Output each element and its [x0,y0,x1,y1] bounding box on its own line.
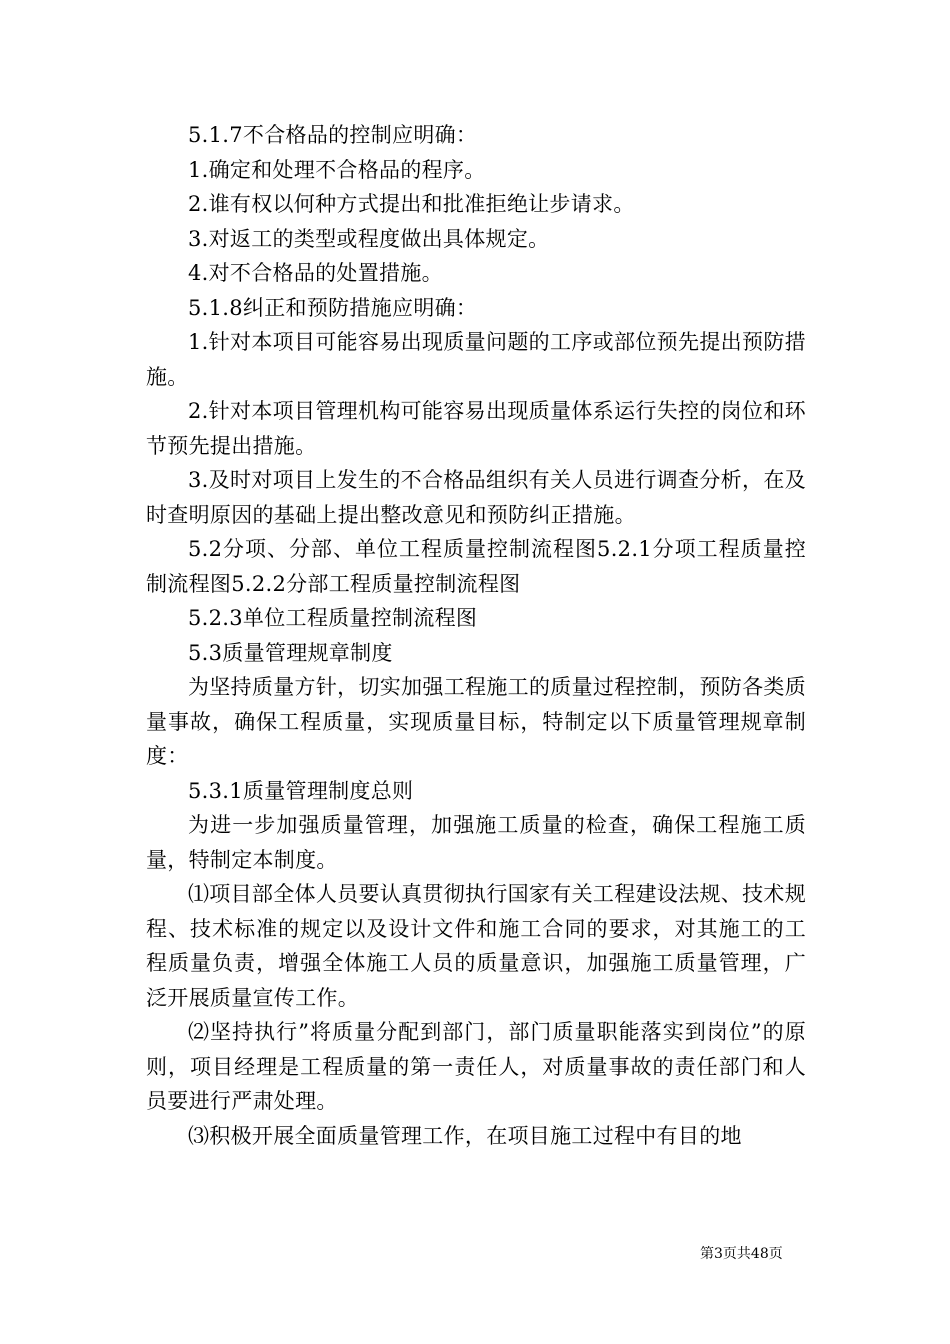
paragraph: 3.及时对项目上发生的不合格品组织有关人员进行调查分析，在及时查明原因的基础上提出整改意见和预防纠正措施。 [146,468,806,527]
paragraph: 4.对不合格品的处置措施。 [188,261,443,285]
paragraph: 3.对返工的类型或程度做出具体规定。 [188,226,550,251]
paragraph: 5.3.1质量管理制度总则 [188,778,414,803]
document-body [146,118,806,1153]
paragraph: 5.1.8纠正和预防措施应明确： [188,295,478,320]
paragraph: 1.确定和处理不合格品的程序。 [188,157,486,182]
page-number: 第3页共48页 [700,1246,783,1262]
paragraph: 1.针对本项目可能容易出现质量问题的工序或部位预先提出预防措施。 [146,330,806,389]
paragraph: 为进一步加强质量管理，加强施工质量的检查，确保工程施工质量，特制定本制度。 [146,813,806,872]
paragraph: 5.2分项、分部、单位工程质量控制流程图5.2.1分项工程质量控制流程图5.2.2分部工程质量控制流程图 [146,537,806,596]
paragraph: 为坚持质量方针，切实加强工程施工的质量过程控制，预防各类质量事故，确保工程质量，实现质量目标，特制定以下质量管理规章制度： [146,675,806,768]
paragraph: ⑶积极开展全面质量管理工作，在项目施工过程中有目的地 [188,1123,742,1148]
paragraph: ⑴项目部全体人员要认真贯彻执行国家有关工程建设法规、技术规程、技术标准的规定以及设计文件和施工合同的要求，对其施工的工程质量负责，增强全体施工人员的质量意识，加强施工质量管理，广泛开展质量宣传工作。 [146,882,806,1010]
paragraph: 5.1.7不合格品的控制应明确： [188,123,478,147]
paragraph: 5.3质量管理规章制度 [188,640,393,665]
paragraph: 2.谁有权以何种方式提出和批准拒绝让步请求。 [188,192,635,216]
paragraph: 2.针对本项目管理机构可能容易出现质量体系运行失控的岗位和环节预先提出措施。 [146,399,806,458]
paragraph: ⑵坚持执行”将质量分配到部门，部门质量职能落实到岗位”的原则，项目经理是工程质量的第一责任人，对质量事故的责任部门和人员要进行严肃处理。 [146,1020,806,1113]
paragraph: 5.2.3单位工程质量控制流程图 [188,606,478,630]
